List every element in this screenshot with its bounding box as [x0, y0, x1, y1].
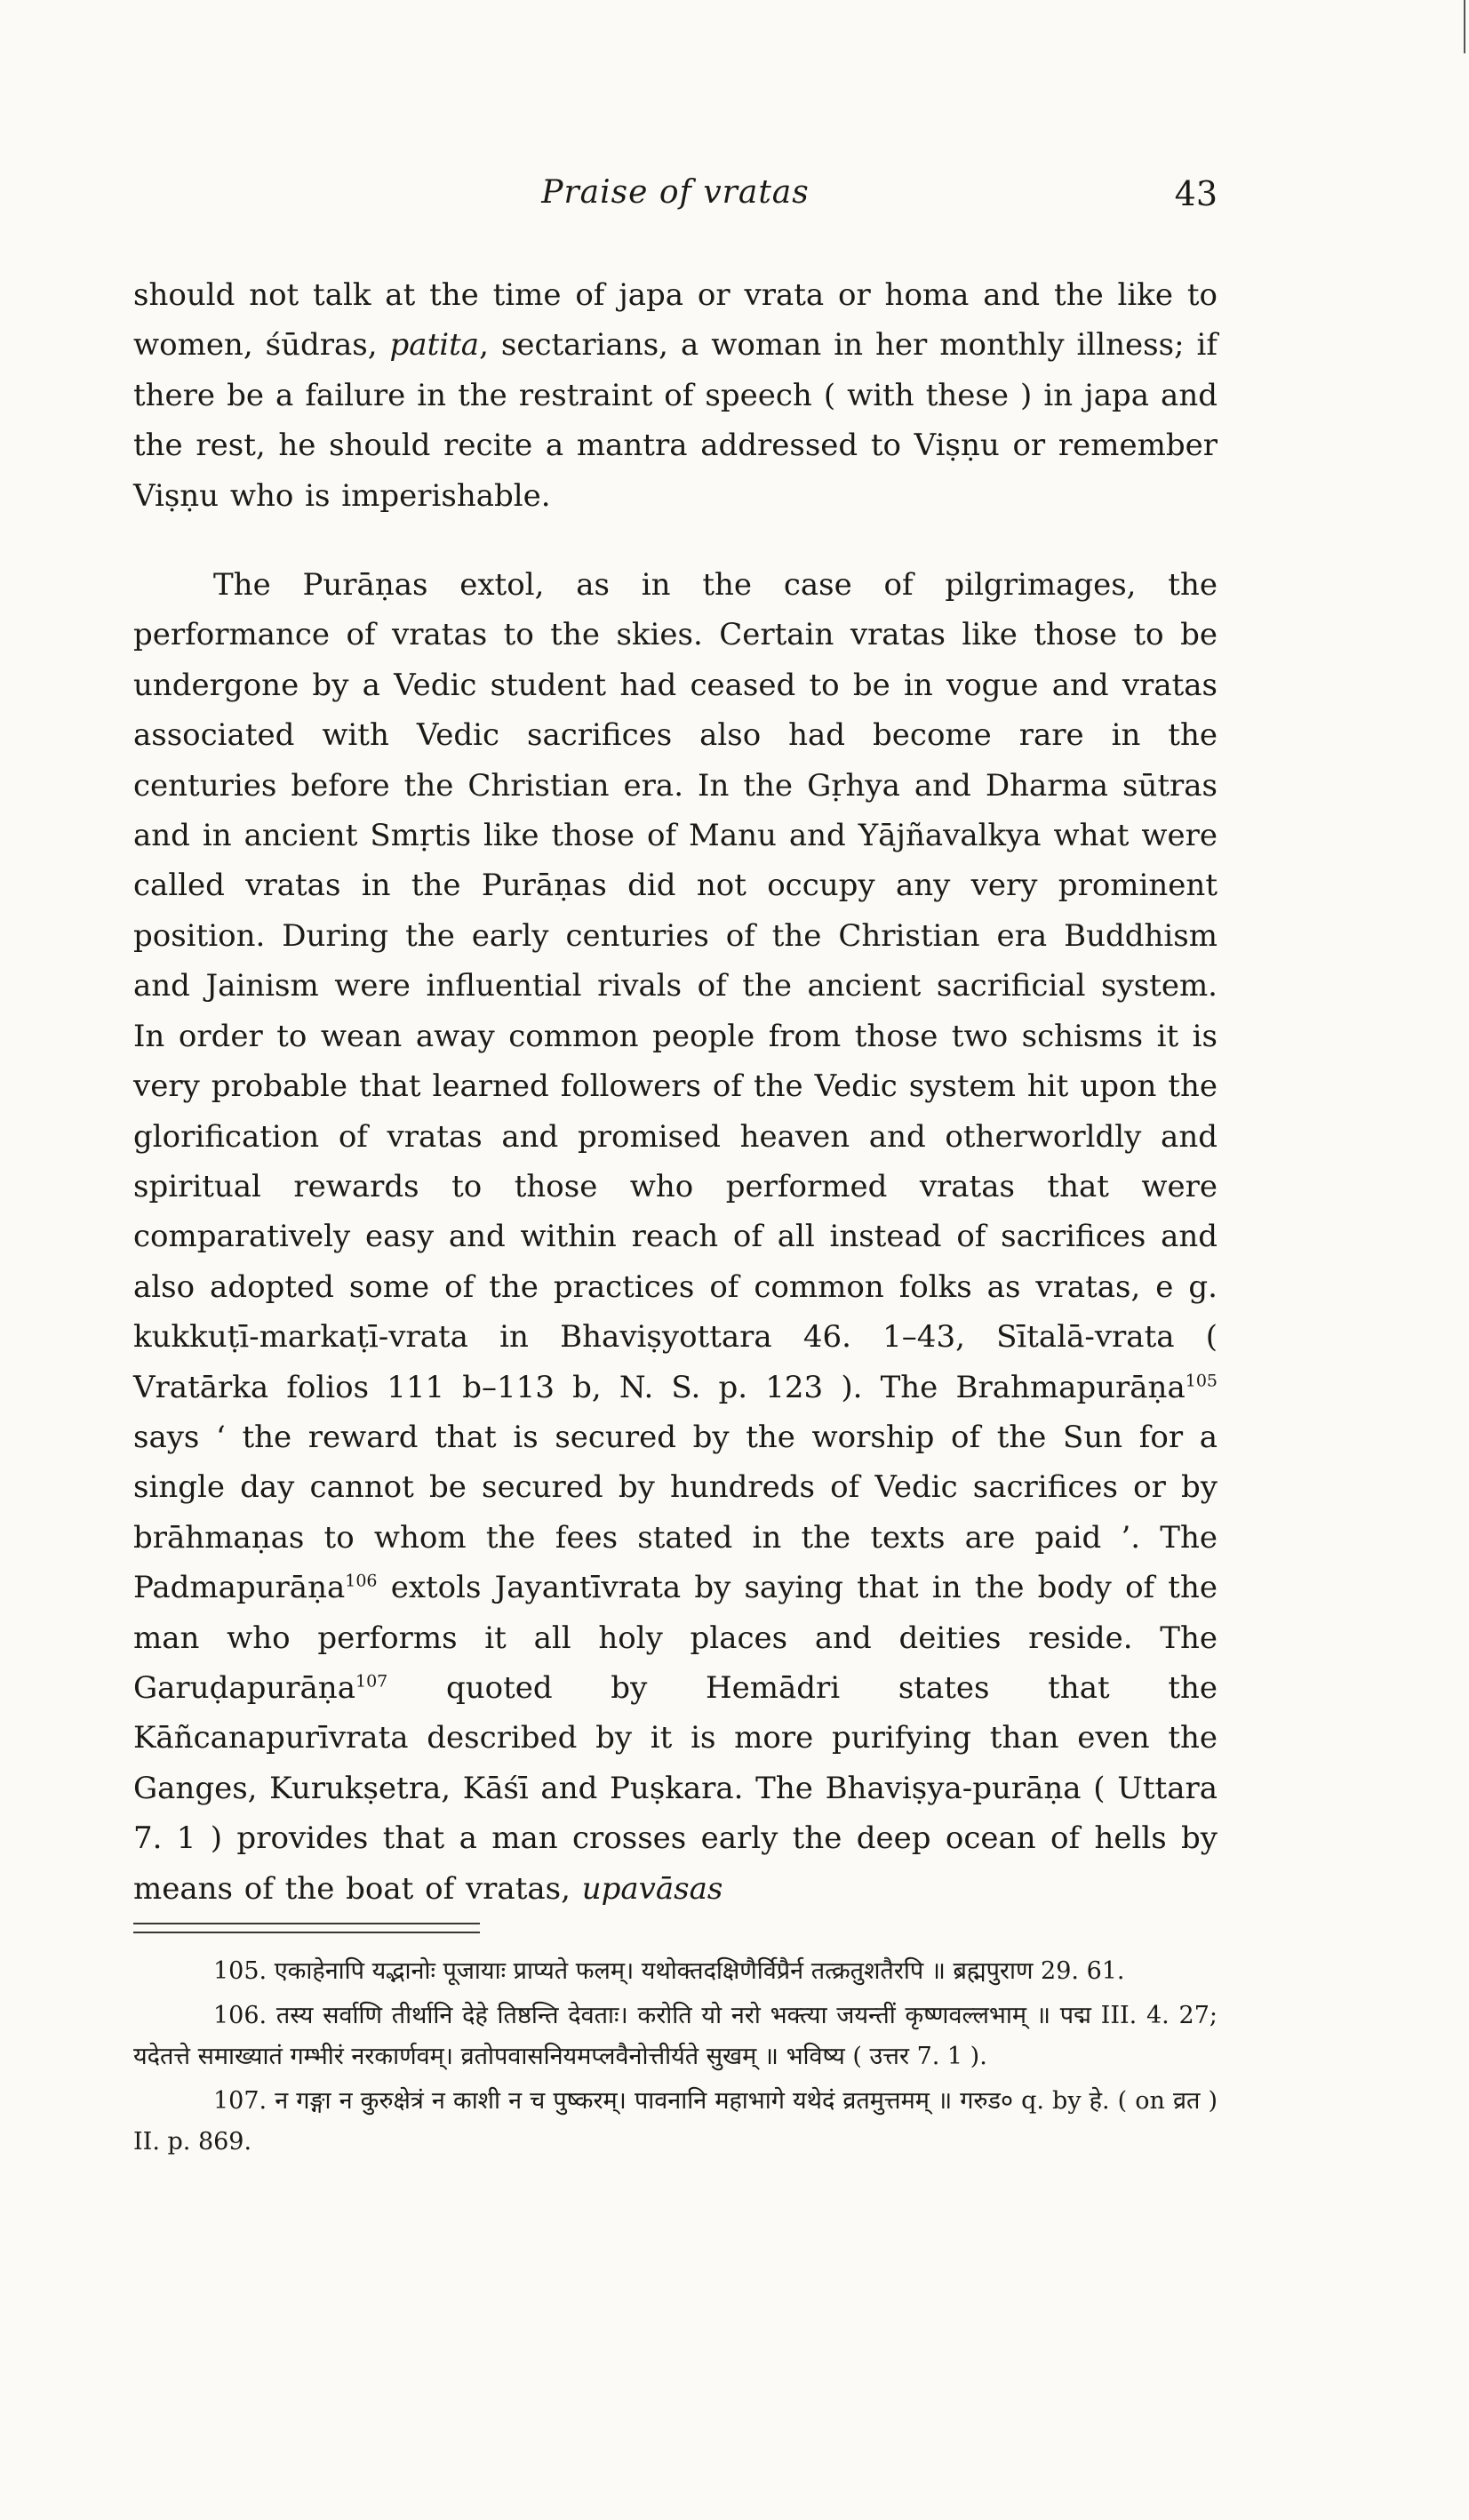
running-title: Praise of vratas [541, 174, 810, 211]
paragraph-1 [133, 270, 1218, 521]
p2-italic-term: upavāsas [581, 1870, 723, 1907]
p1-italic-term: patita [389, 327, 480, 364]
footnote-ref-107[interactable]: 107 [355, 1671, 388, 1692]
footnote-ref-106[interactable]: 106 [345, 1571, 378, 1591]
p1-text-2: , sectarians, a woman in her monthly illness; if there be a failure in the restraint of speech ( with these ) in japa and the rest, he should recite a mantra addressed to Viṣṇu or remember Viṣṇu who is imperishable. [133, 327, 1218, 514]
book-page [133, 174, 1218, 2166]
p2-text-4: quoted by Hemādri states that the Kāñcanapurīvrata described by it is more purifying than even the Ganges, Kurukṣetra, Kāśī and Puṣkara. The Bhaviṣya-purāṇa ( Uttara 7. 1 ) provides that a man crosses early the deep ocean of hells by means of the boat of vratas, [133, 1669, 1218, 1907]
p1-text-1: should not talk at the time of japa or vrata or homa and the like to women, śūdras, [133, 277, 1218, 364]
footnote-divider [133, 1923, 480, 1933]
page-header [133, 174, 1218, 228]
page-number: 43 [1174, 174, 1218, 213]
footnote-106: 106. तस्य सर्वाणि तीर्थानि देहे तिष्ठन्ति देवताः। करोति यो नरो भक्त्या जयन्तीं कृष्णवल्लभाम् ॥ पद्म III. 4. 27; यदेतत्ते समाख्यातं गम्भीरं नरकार्णवम्। व्रतोपवासनियमप्लवैनोत्तीर्यते सुखम् ॥ भविष्य ( उत्तर 7. 1 ). [133, 2002, 1218, 2070]
p2-text-2: says ‘ the reward that is secured by the worship of the Sun for a single day cannot be secured by hundreds of Vedic sacrifices or by brāhmaṇas to whom the fees stated in the texts are paid ’. The Padmapurāṇa [133, 1419, 1218, 1606]
p2-text-1: The Purāṇas extol, as in the case of pilgrimages, the performance of vratas to the skies. Certain vratas like those to be undergone by a Vedic student had ceased to be in vogue and vratas associated with Vedic sacrifices also had become rare in the centuries before the Christian era. In the Gṛhya and Dharma sūtras and in ancient Smṛtis like those of Manu and Yājñavalkya what were called vratas in the Purāṇas did not occupy any very prominent position. During the early centuries of the Christian era Buddhism and Jainism were influential rivals of the ancient sacrificial system. In order to wean away common people from those two schisms it is very probable that learned followers of the Vedic system hit upon the glorification of vratas and promised heaven and otherworldly and spiritual rewards to those who performed vratas that were comparatively easy and within reach of all instead of sacrifices and also adopted some of the practices of common folks as vratas, e g. kukkuṭī-markaṭī-vrata in Bhaviṣyottara 46. 1–43, Sītalā-vrata ( Vratārka folios 111 b–113 b, N. S. p. 123 ). The Brahmapurāṇa [133, 567, 1218, 1405]
paragraph-2 [133, 560, 1218, 1914]
footnotes [133, 1951, 1218, 2163]
body-text [133, 270, 1218, 1914]
footnote-ref-105[interactable]: 105 [1185, 1371, 1218, 1391]
footnote-105: 105. एकाहेनापि यद्भानोः पूजायाः प्राप्यते फलम्। यथोक्तदक्षिणैर्विप्रैर्न तत्क्रतुशतैरपि ॥ ब्रह्मपुराण 29. 61. [213, 1957, 1125, 1985]
p2-text-3: extols Jayantīvrata by saying that in the body of the man who performs it all holy places and deities reside. The Garuḍapurāṇa [133, 1570, 1218, 1706]
footnote-107: 107. न गङ्गा न कुरुक्षेत्रं न काशी न च पुष्करम्। पावनानि महाभागे यथेदं व्रतमुत्तमम् ॥ गरुड० q. by हे. ( on व्रत ) II. p. 869. [133, 2087, 1218, 2156]
scan-edge-line [1464, 0, 1465, 53]
